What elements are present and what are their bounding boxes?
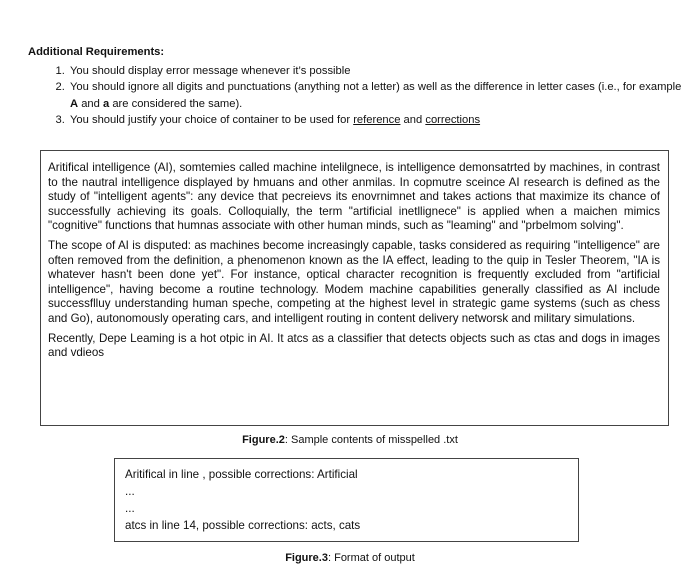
- requirement-item-1: 1. You should display error message whenever it’s possible: [68, 63, 688, 80]
- sample-paragraph: The scope of AI is disputed: as machines become increasingly capable, tasks considered as requiring "intelligence" are often removed from the definition, a phenomenon known as the IA effect, leading to the quip in Tesler Theorem, "IA is whatever hasn't been done yet". For instance, optical character recognition is frequently excluded from "artificial intelligence", having become a routine technology. Modem machine capabilities generally classified as AI include successflluy understanding human speche, competing at the highest level in strategic game systems (such as chess and Go), autonomously operating cars, and intelligent routing in content delivery networsk and military simulations.: [48, 238, 660, 325]
- output-line: atcs in line 14, possible corrections: acts, cats: [125, 519, 361, 532]
- sample-paragraph: Aritifical intelligence (AI), somtemies called machine intelilgnece, is intelligence demonsatrted by machines, in contrast to the nautral intelligence displayed by hmuans and other anmilas. In copmutre sceince AI research is defined as the study of "intelligent agents": any device that pecreievs its enovrnimnet and takes actions that maximize its chance of successfully achieving its goals. Colloquially, the term "artificial inetllignece" is applied when a maichen mimics "cognitive" functions that humnas associate with other human minds, such as "leaming" and "prbelmom solving".: [48, 161, 660, 233]
- requirements-list: [28, 63, 688, 129]
- output-format-box: [114, 458, 579, 542]
- requirement-item-2-after: are considered the same).: [109, 97, 243, 110]
- output-line: ...: [125, 502, 135, 515]
- requirement-item-2: [68, 79, 688, 112]
- requirement-item-2-middle: and: [78, 97, 103, 110]
- requirement-item-3-before: You should justify your choice of container to be used for: [70, 114, 354, 126]
- figure-2-text: : Sample contents of misspelled .txt: [284, 434, 458, 446]
- figure-3-caption: [0, 552, 700, 564]
- bold-letter-lower: a: [102, 97, 110, 110]
- figure-2-label: Figure.2: [242, 434, 285, 446]
- requirement-item-3-middle: and: [400, 114, 426, 126]
- sample-paragraph: Recently, Depe Leaming is a hot otpic in AI. It atcs as a classifier that detects objects such as ctas and dogs in images and vdieos: [48, 331, 660, 360]
- output-line: ...: [125, 485, 135, 498]
- requirements-title: Additional Requirements:: [28, 46, 165, 58]
- reference-link[interactable]: reference: [353, 114, 401, 126]
- additional-requirements: [28, 44, 688, 129]
- corrections-link[interactable]: corrections: [425, 114, 481, 126]
- sample-text-box: [40, 150, 669, 426]
- bold-letter-upper: A: [70, 97, 79, 110]
- figure-2-caption: [0, 434, 700, 446]
- output-line: Aritifical in line , possible corrections: Artificial: [125, 468, 358, 481]
- requirement-item-2-before: You should ignore all digits and punctuations (anything not a letter) as well as the difference in letter cases (i.e., for example: [70, 81, 682, 93]
- requirement-item-3: [68, 112, 688, 129]
- figure-3-label: Figure.3: [285, 552, 328, 564]
- figure-3-text: : Format of output: [327, 552, 415, 564]
